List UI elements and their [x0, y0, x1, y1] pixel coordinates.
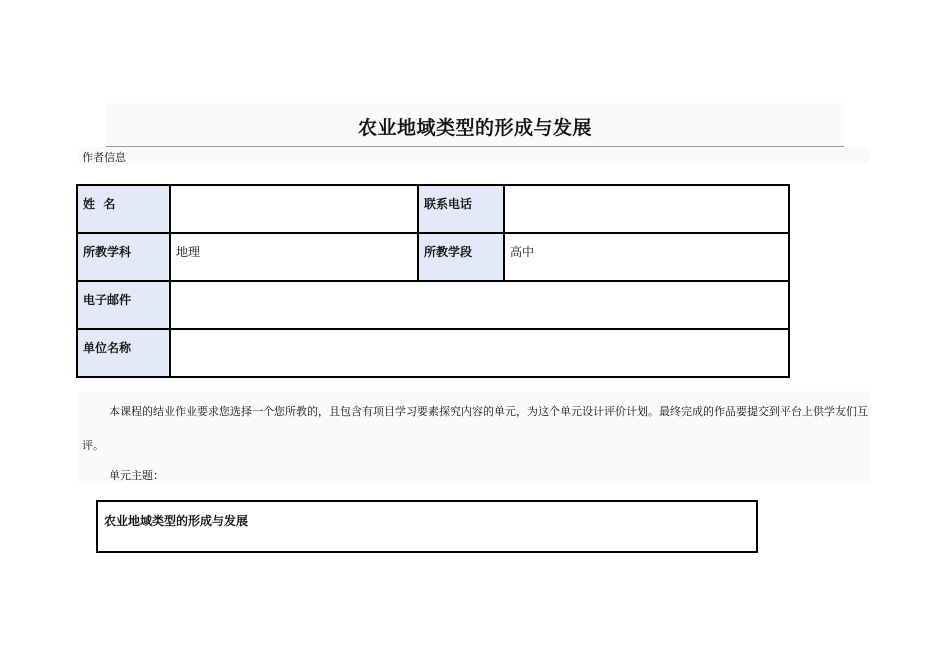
instructions-paragraph: 本课程的结业作业要求您选择一个您所教的，且包含有项目学习要素探究内容的单元，为这个单元设计评价计划。最终完成的作品要提交到平台上供学友们互评。	[82, 405, 868, 452]
subject-field[interactable]: 地理	[170, 233, 418, 281]
table-row	[77, 329, 789, 377]
org-field[interactable]	[170, 329, 789, 377]
unit-topic-box[interactable]	[96, 500, 758, 553]
grade-field[interactable]: 高中	[504, 233, 789, 281]
instructions-band	[79, 391, 869, 483]
author-info-label: 作者信息	[82, 151, 126, 164]
org-label: 单位名称	[77, 329, 170, 377]
author-info-band	[79, 147, 869, 164]
table-row	[77, 185, 789, 233]
title-band	[106, 103, 844, 147]
author-info-table	[76, 184, 790, 378]
phone-label: 联系电话	[418, 185, 504, 233]
phone-field[interactable]	[504, 185, 789, 233]
unit-topic-label: 单元主题：	[109, 469, 164, 482]
grade-label: 所教学段	[418, 233, 504, 281]
email-field[interactable]	[170, 281, 789, 329]
name-field[interactable]	[170, 185, 418, 233]
name-label: 姓 名	[77, 185, 170, 233]
table-row	[77, 233, 789, 281]
table-row	[77, 281, 789, 329]
email-label: 电子邮件	[77, 281, 170, 329]
unit-topic-value: 农业地域类型的形成与发展	[104, 514, 249, 528]
subject-label: 所教学科	[77, 233, 170, 281]
document-title: 农业地域类型的形成与发展	[357, 117, 592, 139]
